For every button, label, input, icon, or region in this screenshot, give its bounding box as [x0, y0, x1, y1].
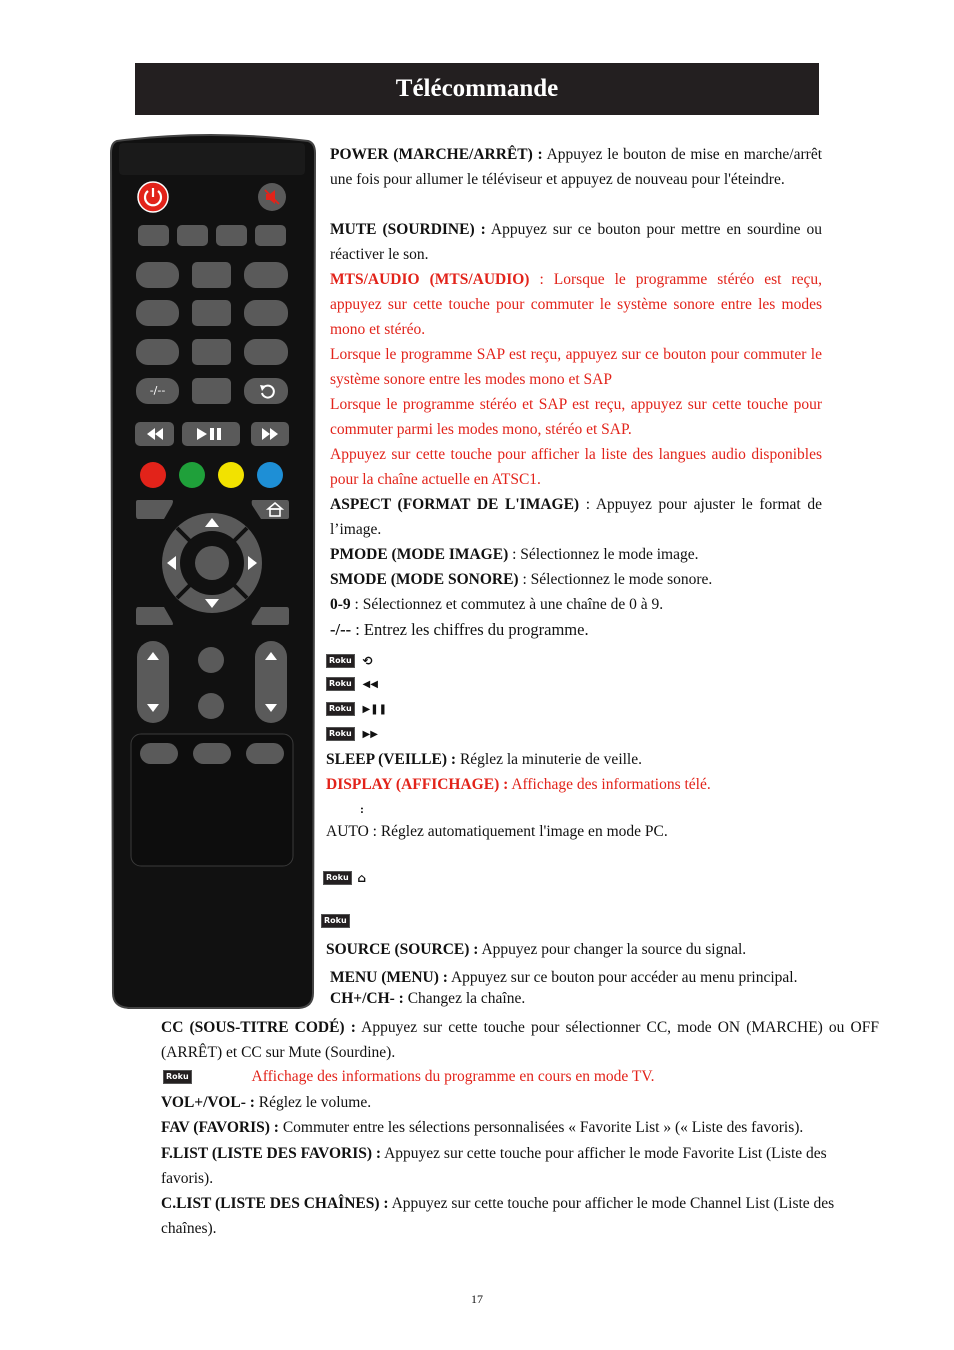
number-button-4[interactable] [136, 300, 179, 326]
entry-digits [330, 592, 822, 617]
entry-clist [161, 1191, 841, 1241]
number-button-0[interactable] [192, 378, 231, 404]
yellow-button[interactable] [217, 461, 245, 489]
home-icon: ⌂ [357, 870, 367, 885]
vol-text: Réglez le volume. [258, 1094, 372, 1111]
power-button[interactable] [137, 181, 169, 213]
rewind-button[interactable] [135, 422, 174, 446]
vol-label: VOL+/VOL- : [161, 1094, 255, 1111]
entry-power [330, 142, 822, 192]
number-button-1[interactable] [136, 262, 179, 288]
pmode-label: PMODE (MODE IMAGE) [330, 546, 509, 563]
fast-forward-icon: ▶▶ [362, 728, 378, 740]
page-number: 17 [471, 1292, 483, 1306]
entry-info [163, 1064, 863, 1089]
exit-button[interactable] [249, 603, 291, 629]
menu-button[interactable] [134, 603, 176, 629]
dash-label: -/-- [330, 620, 352, 639]
flist-text: Appuyez sur cette touche pour afficher le mode Favorite List (Liste des favoris). [161, 1145, 827, 1187]
play-pause-button[interactable] [182, 422, 240, 446]
fav-label: FAV (FAVORIS) : [161, 1119, 279, 1136]
mts-stereo-sap-text: Lorsque le programme stéréo et SAP est reçu, appuyez sur cette touche pour commuter parmi les modes mono, stéréo et SAP. [330, 396, 822, 438]
fav-button[interactable] [197, 646, 225, 674]
number-button-6[interactable] [244, 300, 288, 326]
cc-button[interactable] [197, 692, 225, 720]
small-button-2[interactable] [177, 225, 208, 246]
fav-text: Commuter entre les sélections personnalisées « Favorite List » (« Liste des favoris). [282, 1119, 804, 1136]
clist-text: Appuyez sur cette touche pour afficher le mode Channel List (Liste des chaînes). [161, 1195, 835, 1237]
dpad[interactable] [160, 511, 264, 615]
mute-text: Appuyez sur ce bouton pour mettre en sourdine ou réactiver le son. [330, 221, 822, 263]
play-pause-icon: ▶❚❚ [362, 703, 387, 715]
menu-label: MENU (MENU) : [330, 969, 448, 986]
entry-mts-sap [330, 342, 822, 392]
menu-text: Appuyez sur ce bouton pour accéder au menu principal. [450, 969, 798, 986]
mute-button[interactable] [256, 181, 288, 213]
roku-row-play-pause [326, 696, 387, 722]
entry-dash [330, 617, 822, 642]
entry-mute [330, 217, 822, 267]
roku-row-blank [321, 908, 350, 933]
entry-vol [161, 1090, 861, 1115]
number-button-9[interactable] [244, 339, 288, 365]
cc-label: CC (SOUS-TITRE CODÉ) : [161, 1019, 356, 1036]
flist-button[interactable] [140, 743, 178, 764]
sleep-label: SLEEP (VEILLE) : [326, 751, 457, 768]
small-button-1[interactable] [138, 225, 169, 246]
entry-fav [161, 1115, 879, 1140]
return-icon [258, 382, 276, 400]
number-button-8[interactable] [192, 339, 231, 365]
source-label: SOURCE (SOURCE) : [326, 941, 479, 958]
entry-mts [330, 267, 822, 342]
info-text: Affichage des informations du programme en cours en mode TV. [251, 1068, 655, 1085]
number-button-5[interactable] [192, 300, 231, 326]
entry-sleep [326, 747, 822, 772]
sleep-text: Réglez la minuterie de veille. [459, 751, 642, 768]
entry-flist [161, 1141, 841, 1191]
blue-button[interactable] [256, 461, 284, 489]
return-button[interactable] [244, 378, 288, 404]
roku-badge: Roku [163, 1070, 192, 1084]
entry-mts-atsc [330, 442, 822, 492]
play-pause-icon [197, 428, 227, 440]
flist-label: F.LIST (LISTE DES FAVORIS) : [161, 1145, 382, 1162]
fast-forward-button[interactable] [251, 422, 289, 446]
pmode-text: : Sélectionnez le mode image. [512, 546, 699, 563]
number-button-7[interactable] [136, 339, 179, 365]
display-label: DISPLAY (AFFICHAGE) : [326, 776, 509, 793]
power-text: Appuyez le bouton de mise en marche/arrêt une fois pour allumer le téléviseur et appuyez de nouveau pour l'éteindre. [330, 146, 823, 188]
channel-rocker[interactable] [254, 640, 288, 724]
small-button-3[interactable] [216, 225, 247, 246]
digits-text: : Sélectionnez et commutez à une chaîne de 0 à 9. [354, 596, 664, 613]
mts-label: MTS/AUDIO (MTS/AUDIO) [330, 271, 530, 288]
entry-mts-stereo-sap [330, 392, 822, 442]
ch-label: CH+/CH- : [330, 990, 404, 1007]
smode-text: : Sélectionnez le mode sonore. [522, 571, 713, 588]
power-label: POWER (MARCHE/ARRÊT) : [330, 146, 543, 163]
source-text: Appuyez pour changer la source du signal. [481, 941, 747, 958]
roku-badge: Roku [326, 677, 355, 691]
clist-button[interactable] [193, 743, 231, 764]
roku-badge: Roku [326, 727, 355, 741]
roku-badge: Roku [321, 914, 350, 928]
roku-badge: Roku [323, 871, 352, 885]
mts-atsc-text: Appuyez sur cette touche pour afficher la liste des langues audio disponibles pour la chaîne actuelle en ATSC1. [330, 446, 822, 488]
fast-forward-icon [261, 428, 279, 440]
smode-label: SMODE (MODE SONORE) [330, 571, 519, 588]
dash-button[interactable] [136, 378, 179, 404]
small-button-4[interactable] [255, 225, 286, 246]
return-icon: ⟲ [362, 653, 373, 668]
rewind-icon: ◀◀ [362, 678, 378, 690]
volume-rocker[interactable] [136, 640, 170, 724]
number-button-2[interactable] [192, 262, 231, 288]
aspect-text: : Appuyez pour ajuster le format de l’image. [330, 496, 823, 538]
entry-cc [161, 1015, 879, 1065]
roku-row-rewind [326, 671, 378, 697]
mts-text: : Lorsque le programme stéréo est reçu, appuyez sur cette touche pour commuter le système sonore entre les modes mono et stéréo. [330, 271, 823, 338]
digits-label: 0-9 [330, 596, 351, 613]
stray-colon: : [360, 802, 364, 816]
aspect-label: ASPECT (FORMAT DE L'IMAGE) [330, 496, 580, 513]
entry-source [326, 937, 822, 962]
cc-text: Appuyez sur cette touche pour sélectionner CC, mode ON (MARCHE) ou OFF (ARRÊT) et CC sur Mute (Sourdine). [161, 1019, 879, 1061]
remote-control-illustration [109, 133, 316, 1010]
entry-aspect [330, 492, 822, 542]
rewind-icon [146, 428, 164, 440]
entry-display [326, 772, 822, 797]
dash-button-label: -/-- [149, 384, 166, 397]
page-title: Télécommande [135, 63, 819, 115]
green-button[interactable] [178, 461, 206, 489]
entry-ch [330, 986, 840, 1011]
entry-smode [330, 567, 822, 592]
entry-auto: AUTO : Réglez automatiquement l'image en mode PC. [326, 823, 668, 840]
entry-pmode [330, 542, 822, 567]
ch-text: Changez la chaîne. [407, 990, 526, 1007]
roku-row-fast-forward [326, 721, 378, 747]
clist-label: C.LIST (LISTE DES CHAÎNES) : [161, 1195, 389, 1212]
roku-row-home [323, 865, 366, 891]
mts-sap-text: Lorsque le programme SAP est reçu, appuyez sur ce bouton pour commuter le système sonore entre les modes mono et SAP [330, 346, 822, 388]
dash-text: : Entrez les chiffres du programme. [355, 620, 589, 639]
red-button[interactable] [139, 461, 167, 489]
display-text: Affichage des informations télé. [511, 776, 711, 793]
roku-badge: Roku [326, 702, 355, 716]
mute-label: MUTE (SOURDINE) : [330, 221, 486, 238]
roku-badge: Roku [326, 654, 355, 668]
info-button[interactable] [246, 743, 284, 764]
number-button-3[interactable] [244, 262, 288, 288]
